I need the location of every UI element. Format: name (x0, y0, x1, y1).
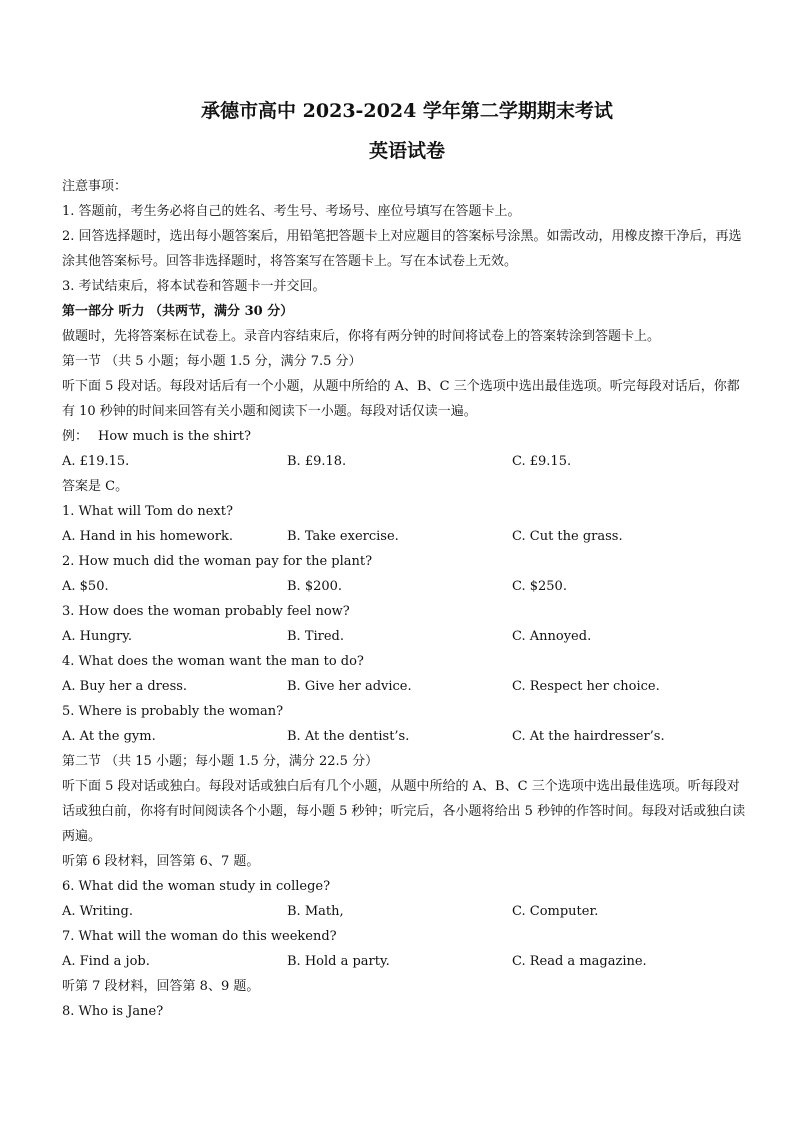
question-5: 5. Where is probably the woman? (62, 704, 284, 719)
section1-instructions: 听下面 5 段对话。每段对话后有一个小题，从题中所给的 A、B、C 三个选项中选出最佳选项。听完每段对话后，你都有 10 秒钟的时间来回答有关小题和阅读下一小题。每段对话仅读一遍。 (62, 379, 740, 419)
example-question (62, 424, 752, 449)
notice-item-3: 3. 考试结束后，将本试卷和答题卡一并交回。 (62, 279, 326, 294)
option-b: B. £9.18. (287, 454, 347, 469)
material-6-heading: 听第 6 段材料，回答第 6、7 题。 (62, 854, 260, 869)
option-b: B. $200. (287, 579, 343, 594)
option-c: C. Read a magazine. (512, 954, 647, 969)
question-6: 6. What did the woman study in college? (62, 879, 331, 894)
option-a: A. Hungry. (62, 629, 133, 644)
option-b: B. Take exercise. (287, 529, 399, 544)
option-b: B. Tired. (287, 629, 345, 644)
option-a: A. $50. (62, 579, 109, 594)
exam-title: 承德市高中 2023-2024 学年第二学期期末考试 (201, 100, 613, 122)
question-6-options (62, 899, 752, 924)
example-answer: 答案是 C。 (62, 479, 129, 494)
part1-intro: 做题时，先将答案标在试卷上。录音内容结束后，你将有两分钟的时间将试卷上的答案转涂到答题卡上。 (62, 329, 661, 344)
question-8: 8. Who is Jane? (62, 1004, 164, 1019)
option-a: A. Hand in his homework. (62, 529, 233, 544)
question-2-options (62, 574, 752, 599)
section2-instructions: 听下面 5 段对话或独白。每段对话或独白后有几个小题，从题中所给的 A、B、C 三个选项中选出最佳选项。听每段对话或独白前，你将有时间阅读各个小题，每小题 5 秒钟；听完后，各小题将给出 5 秒钟的作答时间。每段对话或独白读两遍。 (62, 779, 746, 844)
option-c: C. £9.15. (512, 454, 572, 469)
option-a: A. At the gym. (62, 729, 156, 744)
option-b: B. Math, (287, 904, 344, 919)
option-a: A. £19.15. (62, 454, 130, 469)
question-7: 7. What will the woman do this weekend? (62, 929, 337, 944)
option-b: B. Hold a party. (287, 954, 390, 969)
option-c: C. Computer. (512, 904, 599, 919)
question-7-options (62, 949, 752, 974)
example-options (62, 449, 752, 474)
option-c: C. $250. (512, 579, 567, 594)
option-a: A. Writing. (62, 904, 134, 919)
exam-page (62, 98, 752, 1024)
question-4: 4. What does the woman want the man to do? (62, 654, 364, 669)
question-2: 2. How much did the woman pay for the plant? (62, 554, 373, 569)
part1-heading: 第一部分 听力 （共两节，满分 30 分） (62, 304, 294, 319)
option-c: C. At the hairdresser’s. (512, 729, 665, 744)
exam-subtitle: 英语试卷 (368, 140, 445, 162)
question-3-options (62, 624, 752, 649)
option-a: A. Buy her a dress. (62, 679, 188, 694)
question-1-options (62, 524, 752, 549)
material-7-heading: 听第 7 段材料，回答第 8、9 题。 (62, 979, 260, 994)
notice-item-1: 1. 答题前，考生务必将自己的姓名、考生号、考场号、座位号填写在答题卡上。 (62, 204, 521, 219)
question-5-options (62, 724, 752, 749)
option-c: C. Annoyed. (512, 629, 592, 644)
question-1: 1. What will Tom do next? (62, 504, 233, 519)
question-4-options (62, 674, 752, 699)
option-c: C. Cut the grass. (512, 529, 623, 544)
notice-item-2: 2. 回答选择题时，选出每小题答案后，用铅笔把答题卡上对应题目的答案标号涂黑。如需改动，用橡皮擦干净后，再选涂其他答案标号。回答非选择题时，将答案写在答题卡上。写在本试卷上无效。 (62, 229, 742, 269)
option-b: B. Give her advice. (287, 679, 412, 694)
notice-heading: 注意事项： (62, 179, 128, 194)
option-a: A. Find a job. (62, 954, 150, 969)
option-b: B. At the dentist’s. (287, 729, 410, 744)
question-3: 3. How does the woman probably feel now? (62, 604, 350, 619)
example-question-text: How much is the shirt? (98, 429, 251, 444)
example-label: 例： (62, 429, 89, 444)
section1-heading: 第一节 （共 5 小题；每小题 1.5 分，满分 7.5 分） (62, 354, 362, 369)
section2-heading: 第二节 （共 15 小题；每小题 1.5 分，满分 22.5 分） (62, 754, 379, 769)
option-c: C. Respect her choice. (512, 679, 660, 694)
